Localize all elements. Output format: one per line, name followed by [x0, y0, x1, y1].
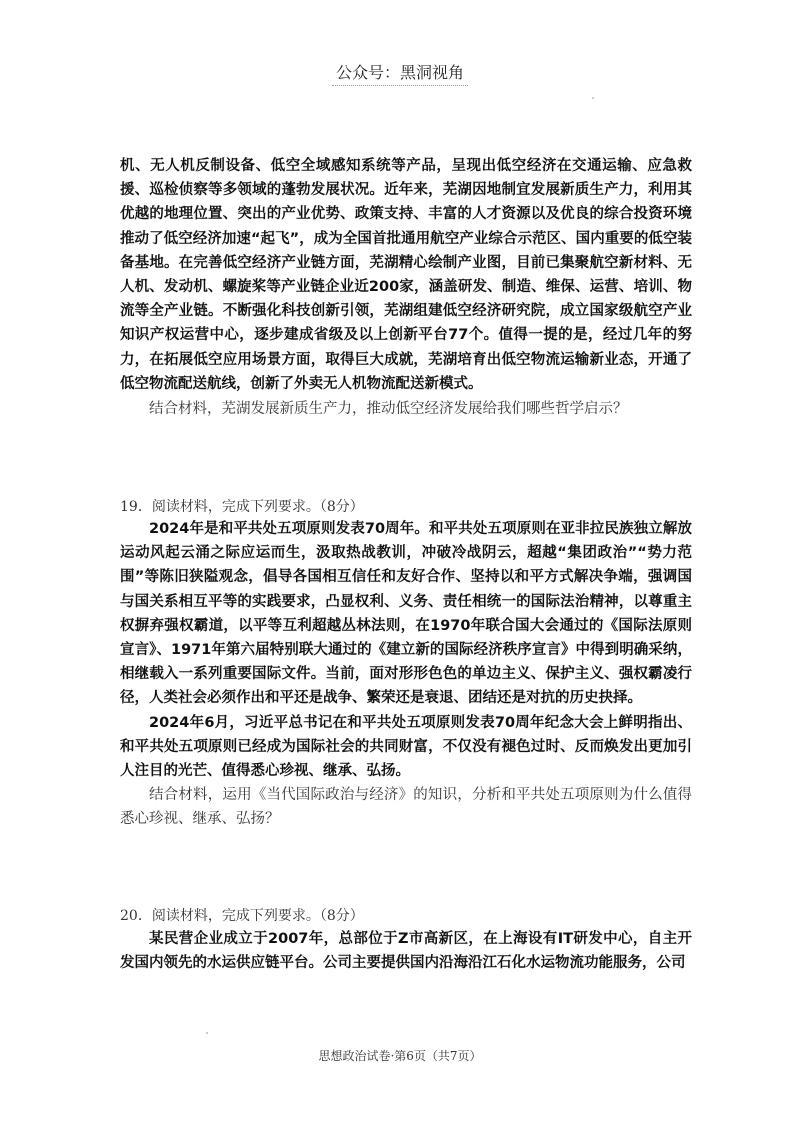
section-19-paragraph-1: 2024年是和平共处五项原则发表70周年。和平共处五项原则在亚非拉民族独立解放运动风起云涌之际应运而生，汲取热战教训，冲破冷战阴云，超越“集团政治”“势力范围”等陈旧狭隘观念，倡导各国相互信任和友好合作、坚持以和平方式解决争端，强调国与国关系相互平等的实践要求，凸显权利、义务、责任相统一的国际法治精神，以尊重主权摒弃强权霸道，以平等互利超越丛林法则，在1970年联合国大会通过的《国际法原则宣言》、1971年第六届特别联大通过的《建立新的国际经济秩序宣言》中得到明确采纳，相继载入一系列重要国际文件。当前，面对形形色色的单边主义、保护主义、强权霸凌行径，人类社会必须作出和平还是战争、繁荣还是衰退、团结还是对抗的历史抉择。 — [120, 521, 692, 707]
section-18-material-text: 机、无人机反制设备、低空全域感知系统等产品，呈现出低空经济在交通运输、应急救援、巡检侦察等多领域的蓬勃发展状况。近年来，芜湖因地制宜发展新质生产力，利用其优越的地理位置、突出的产业优势、政策支持、丰富的人才资源以及优良的综合投资环境推动了低空经济加速“起飞”，成为全国首批通用航空产业综合示范区、国内重要的低空装备基地。在完善低空经济产业链方面，芜湖精心绘制产业图，目前已集聚航空新材料、无人机、发动机、螺旋桨等产业链企业近200家，涵盖研发、制造、维保、运营、培训、物流等全产业链。不断强化科技创新引领，芜湖组建低空经济研究院，成立国家级航空产业知识产权运营中心，逐步建成省级及以上创新平台77个。值得一提的是，经过几年的努力，在拓展低空应用场景方面，取得巨大成就，芜湖培育出低空物流运输新业态，开通了低空物流配送航线，创新了外卖无人机物流配送新模式。 — [120, 158, 692, 392]
section-20-paragraph-1: 某民营企业成立于2007年，总部位于Z市高新区，在上海设有IT研发中心，自主开发国内领先的水运供应链平台。公司主要提供国内沿海沿江石化水运物流功能服务，公司 — [120, 931, 692, 972]
section-19-paragraph-2: 2024年6月，习近平总书记在和平共处五项原则发表70周年纪念大会上鲜明指出、和平共处五项原则已经成为国际社会的共同财富，不仅没有褪色过时、反而焕发出更加引人注目的光芒、值得悉心珍视、继承、弘扬。 — [120, 714, 692, 780]
section-19-material — [120, 517, 692, 832]
section-19-question: 结合材料，运用《当代国际政治与经济》的知识，分析和平共处五项原则为什么值得悉心珍视、继承、弘扬？ — [120, 787, 692, 828]
question-20-heading: 20．阅读材料，完成下列要求。（8分） — [120, 908, 364, 924]
scan-speck — [592, 97, 594, 99]
watermark-header — [0, 60, 800, 86]
section-20-material — [120, 927, 692, 975]
watermark-text: 公众号：黑洞视角 — [332, 60, 468, 86]
scan-speck — [206, 1032, 208, 1034]
section-18-question: 结合材料，芜湖发展新质生产力，推动低空经济发展给我们哪些哲学启示？ — [149, 401, 628, 418]
question-19-heading: 19．阅读材料，完成下列要求。（8分） — [120, 499, 364, 515]
section-18-material — [120, 154, 692, 421]
page-footer: 思想政治试卷·第6页（共7页） — [318, 1049, 482, 1063]
